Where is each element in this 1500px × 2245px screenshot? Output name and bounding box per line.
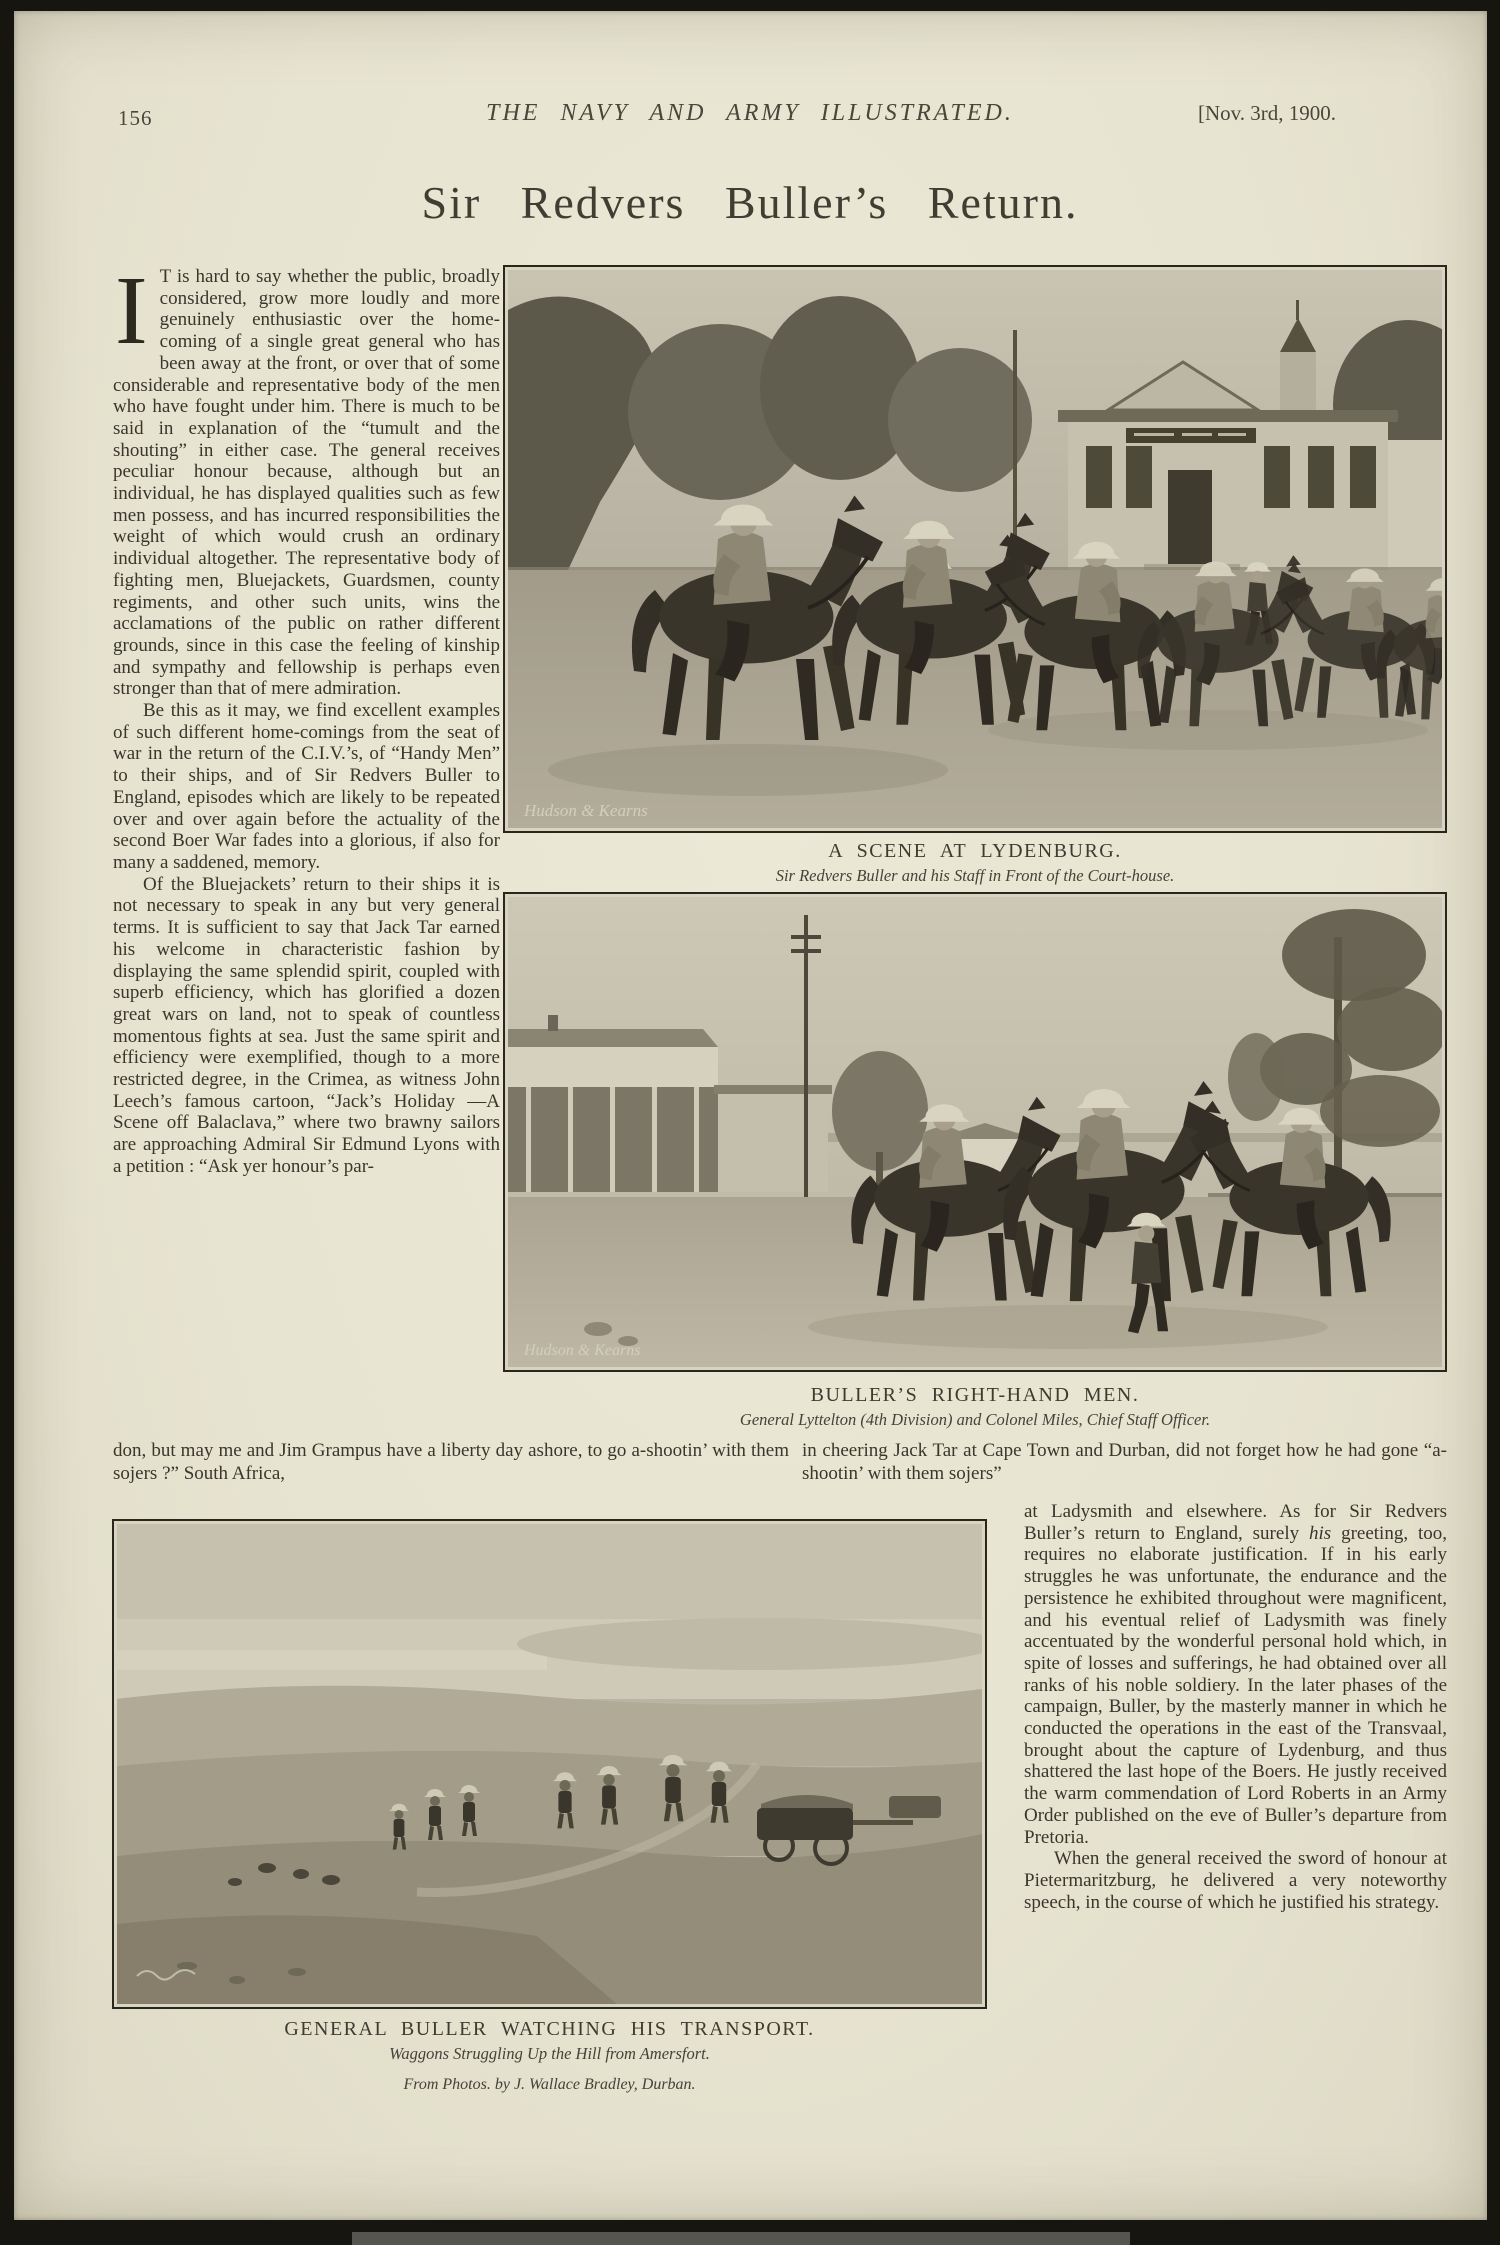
photo2-telegraph-crossbar: [791, 949, 821, 953]
photo3-seated-figure: [258, 1863, 276, 1873]
photo3-water: [117, 1650, 547, 1670]
photo-scene-at-lydenburg-image: [508, 270, 1442, 828]
right-paragraph-1a: at Ladysmith and elsewhere. As for Sir Redvers Buller’s return to England, surely: [1024, 1501, 1447, 1544]
journal-title: THE NAVY AND ARMY ILLUSTRATED.: [486, 100, 1014, 126]
photo2-low-building: [718, 1093, 828, 1192]
photo2-watermark: Hudson & Kearns: [524, 1342, 641, 1359]
photo-credit: From Photos. by J. Wallace Bradley, Durban.: [403, 2076, 696, 2093]
photo-scene-at-lydenburg: [503, 265, 1447, 833]
photo3-scrub: [229, 1976, 245, 1984]
paragraph-1-text: T is hard to say whether the public, broadly considered, grow more loudly and more genuinely enthusiastic over the home-coming of a single great general who has been away at the front, or over that of some considerable and representative body of the men who have fought under him. There is much to be said in explanation of the “tumult and the shouting” in either case. The general receives peculiar honour because, although but an individual, he has displayed qualities such as few men possess, and has incurred responsibilities the weight of which would crush an ordinary individual altogether. The representative body of fighting men, Bluejackets, Guardsmen, county regiments, and other such units, wins the acclamations of the public on rather different grounds, since in this case the feeling of kinship and sympathy and fellowship is perhaps even stronger than that of mere admiration.: [113, 266, 500, 700]
photo2-caption: [503, 1384, 1447, 1430]
right-paragraph-italic: his: [1309, 1522, 1332, 1544]
photo2-caption-title: BULLER’S RIGHT-HAND MEN.: [810, 1384, 1140, 1406]
photo1-caption-title: A SCENE AT LYDENBURG.: [828, 840, 1122, 862]
photo2-caption-subtitle: General Lyttelton (4th Division) and Colonel Miles, Chief Staff Officer.: [739, 1410, 1211, 1429]
bridge-right-text: in cheering Jack Tar at Cape Town and Durban, did not forget how he had gone “a-shootin’ with them sojers”: [802, 1440, 1447, 1484]
photo3-seated-figure: [293, 1869, 309, 1879]
photo1-caption-subtitle: Sir Redvers Buller and his Staff in Front of the Court-house.: [775, 866, 1175, 885]
photo2-ground-shadow: [808, 1305, 1328, 1349]
bridge-left-text: don, but may me and Jim Grampus have a liberty day ashore, to go a-shootin’ with them sojers ?” South Africa,: [113, 1440, 789, 1484]
photo-buller-watching-transport: [112, 1519, 987, 2009]
photo2-telegraph-pole: [804, 915, 808, 1197]
photo1-caption: [503, 840, 1447, 886]
photo2-low-building-roof: [714, 1085, 832, 1094]
scan-bottom-strip: [352, 2232, 1130, 2245]
page-number: 156: [118, 106, 153, 130]
photo3-lower-hills: [117, 1751, 982, 1856]
photo-bullers-right-hand-men-image: [508, 897, 1442, 1367]
issue-date: [Nov. 3rd, 1900.: [1197, 101, 1336, 125]
article-left-column: [113, 257, 500, 1178]
photo1-white-gable: [1388, 440, 1442, 570]
photo3-seated-figure: [228, 1878, 242, 1886]
photo1-watermark: Hudson & Kearns: [524, 801, 648, 820]
photo1-ground-shadow: [548, 744, 948, 796]
photo1-ground-shadow: [988, 710, 1428, 750]
photo3-caption: [112, 2018, 987, 2094]
drop-cap: I: [115, 257, 148, 365]
article-title: Sir Redvers Buller’s Return.: [421, 177, 1079, 228]
photo1-tree: [888, 348, 1032, 492]
paragraph-3: Of the Bluejackets’ return to their ships it is not necessary to speak in any but very general terms. It is sufficient to say that Jack Tar earned his welcome in characteristic fashion by displaying the same splendid spirit, coupled with superb efficiency, which has glorified a dozen great wars on land, not to speak of countless momentous fights at sea. Just the same spirit and efficiency were exemplified, though to a more restricted degree, in the Crimea, as witness John Leech’s famous cartoon, “Jack’s Holiday —A Scene off Balaclava,” where two brawny sailors are approaching Admiral Sir Edmund Lyons with a petition : “Ask yer honour’s par-: [113, 873, 500, 1177]
photo3-second-wagon: [889, 1796, 941, 1818]
photo3-caption-title: GENERAL BULLER WATCHING HIS TRANSPORT.: [284, 2018, 815, 2040]
photo-buller-watching-transport-image: [117, 1524, 982, 2004]
photo3-sky: [117, 1524, 982, 1619]
photo3-caption-subtitle: Waggons Struggling Up the Hill from Amersfort.: [389, 2044, 710, 2063]
paragraph-1: [113, 257, 500, 700]
photo2-veranda-building: [508, 1015, 718, 1192]
photo3-far-hill: [517, 1618, 982, 1670]
right-paragraph-1b: greeting, too, requires no elaborate justification. If in his early struggles he was unfortunate, the endurance and the persistence he exhibited throughout were magnificent, and his eventual relief of Ladysmith was finely accentuated by the wonderful personal hold which, in spite of losses and sufferings, he had obtained over all ranks of his noble soldiery. In the later phases of the campaign, Buller, by the masterly manner in which he conducted the operations in the east of the Transvaal, brought about the capture of Lydenburg, and thus shattered the last hope of the Boers. He justly received the warm commendation of Lord Roberts in an Army Order published on the eve of Buller’s departure from Pretoria.: [1024, 1522, 1448, 1848]
photo2-stone: [584, 1322, 612, 1336]
article-right-column: [1024, 1501, 1447, 1913]
photo3-scrub: [288, 1968, 306, 1976]
right-paragraph-2: When the general received the sword of honour at Pietermaritzburg, he delivered a very noteworthy speech, in the course of which he justified his strategy.: [1024, 1848, 1447, 1913]
photo3-scrub: [177, 1962, 197, 1970]
bridge-text-row: [113, 1440, 1447, 1485]
photo2-telegraph-crossbar: [791, 935, 821, 939]
photo-bullers-right-hand-men: [503, 892, 1447, 1372]
right-paragraph-1: [1024, 1501, 1447, 1848]
paragraph-2: Be this as it may, we find excellent examples of such different home-comings from the seat of war in the return of the C.I.V.’s, of “Handy Men” to their ships, and of Sir Redvers Buller to England, episodes which are likely to be repeated over and over again before the actuality of the second Boer War fades into a glorious, if also for many a saddened, memory.: [113, 700, 500, 873]
photo3-seated-figure: [322, 1875, 340, 1885]
